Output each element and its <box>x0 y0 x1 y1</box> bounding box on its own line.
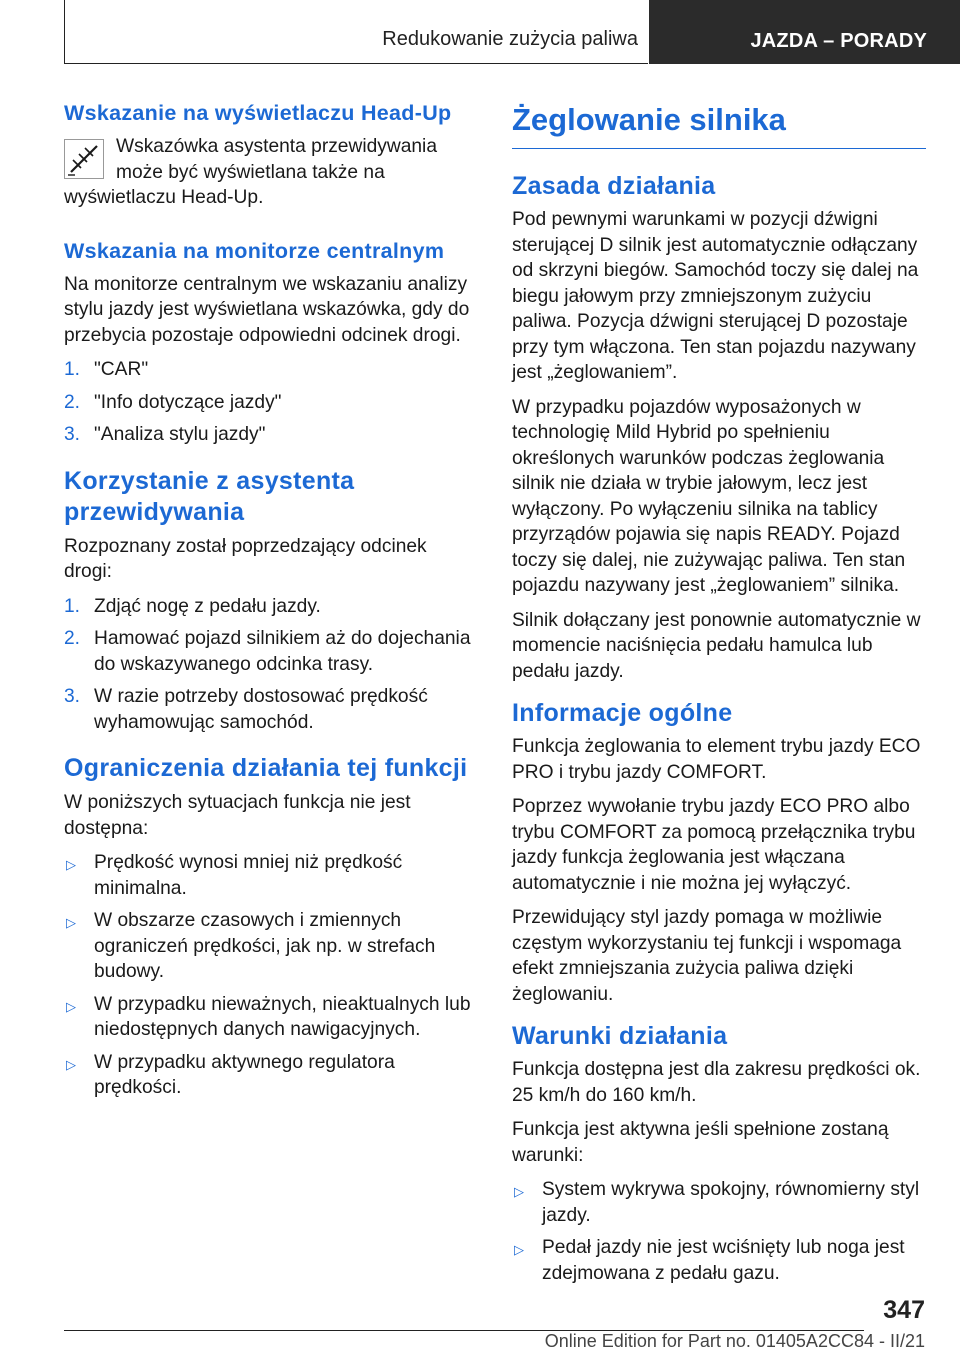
step-text: "Info dotyczące jazdy" <box>94 391 282 413</box>
heading-limits: Ograniczenia działania tej funkcji <box>64 754 468 782</box>
list-item <box>64 850 476 901</box>
step-number: 2. <box>64 628 81 649</box>
heading-general: Informacje ogólne <box>512 699 733 727</box>
triangle-bullet-icon: ▷ <box>514 1184 524 1199</box>
list-item <box>64 390 476 416</box>
using-steps <box>64 594 476 736</box>
list-item <box>64 908 476 985</box>
list-item-text: Prędkość wynosi mniej niż prędkość minimalna. <box>94 852 403 899</box>
heading-principle: Zasada działania <box>512 172 716 200</box>
list-item <box>64 422 476 448</box>
list-item <box>64 992 476 1043</box>
list-item-text: W przypadku nieważnych, nieaktualnych lub niedostępnych danych nawigacyjnych. <box>94 993 471 1040</box>
heading-headup: Wskazanie na wyświetlaczu Head-Up <box>64 101 452 125</box>
header-chapter-label: JAZDA – PORADY <box>750 30 927 52</box>
step-number: 2. <box>64 391 81 413</box>
triangle-bullet-icon: ▷ <box>514 1242 524 1257</box>
limits-text: W poniższych sytuacjach funkcja nie jest dostępna: <box>64 792 411 839</box>
conditions-paragraph-1: Funkcja dostępna jest dla zakresu prędkości ok. 25 km/h do 160 km/h. <box>512 1059 921 1106</box>
principle-paragraph-1: Pod pewnymi warunkami w pozycji dźwigni sterującej D silnik jest automatycznie odłączany od skrzyni biegów. Samochód toczy się dalej na biegu jałowym przy zmniejszonym zużyciu paliwa. Pozycja dźwigni sterującej D pozostaje przy tym włączona. Ten stan pojazdu nazywany jest „żeglowaniem”. <box>512 209 919 383</box>
headup-note-text: Wskazówka asystenta przewidywania może być wyświetlana także na wyświetlaczu Head-Up. <box>64 136 437 208</box>
left-column <box>64 100 476 1109</box>
step-number: 1. <box>64 359 81 380</box>
step-text: "CAR" <box>94 359 149 380</box>
list-item <box>64 684 476 735</box>
monitor-steps <box>64 357 476 448</box>
step-text: W razie potrzeby dostosować prędkość wyhamowując samochód. <box>94 686 428 733</box>
conditions-paragraph-2: Funkcja jest aktywna jeśli spełnione zostaną warunki: <box>512 1119 889 1166</box>
list-item <box>64 1050 476 1101</box>
footer-edition: Online Edition for Part no. 01405A2CC84 - II/21 <box>544 1331 925 1351</box>
list-item <box>64 357 476 383</box>
principle-paragraph-2: W przypadku pojazdów wyposażonych w technologię Mild Hybrid po spełnieniu określonych warunków podczas żeglowania silnik nie działa w trybie jałowym, lecz jest wyłączony. Po wyłączeniu silnika na tablicy przyrządów pojawia się napis READY. Pojazd toczy się dalej, nie zużywając paliwa. Ten stan pojazdu nazywany jest „żeglowaniem” silnika. <box>512 396 906 596</box>
heading-conditions: Warunki działania <box>512 1022 728 1050</box>
list-item <box>512 1235 926 1286</box>
header-left-rule <box>64 0 65 64</box>
list-item-text: System wykrywa spokojny, równomierny styl jazdy. <box>542 1179 920 1226</box>
triangle-bullet-icon: ▷ <box>66 915 76 930</box>
list-item-text: W przypadku aktywnego regulatora prędkości. <box>94 1051 395 1098</box>
info-note-icon <box>64 139 104 179</box>
monitor-text: Na monitorze centralnym we wskazaniu analizy stylu jazdy jest wyświetlana wskazówka, gdy do przebycia pozostaje odpowiedni odcinek drogi. <box>64 273 470 346</box>
general-paragraph-3: Przewidujący styl jazdy pomaga w możliwie częstym wykorzystaniu tej funkcji i wspomaga efekt zmniejszania zużycia paliwa dzięki żeglowaniu. <box>512 907 902 1005</box>
page-number: 347 <box>883 1296 925 1324</box>
conditions-list <box>512 1177 926 1286</box>
using-text: Rozpoznany został poprzedzający odcinek drogi: <box>64 535 427 582</box>
right-column <box>512 100 926 1294</box>
triangle-bullet-icon: ▷ <box>66 857 76 872</box>
step-text: Hamować pojazd silnikiem aż do dojechania do wskazywanego odcinka trasy. <box>94 628 471 675</box>
step-number: 1. <box>64 595 81 617</box>
triangle-bullet-icon: ▷ <box>66 998 76 1014</box>
header-section-title: Redukowanie zużycia paliwa <box>382 28 638 50</box>
heading-using-assistant: Korzystanie z asystenta przewidywania <box>64 466 355 526</box>
step-text: Zdjąć nogę z pedału jazdy. <box>94 595 321 617</box>
list-item <box>64 626 476 677</box>
list-item <box>512 1177 926 1228</box>
general-paragraph-1: Funkcja żeglowania to element trybu jazdy ECO PRO i trybu jazdy COMFORT. <box>512 736 921 783</box>
step-number: 3. <box>64 424 81 445</box>
heading-main: Żeglowanie silnika <box>512 100 926 149</box>
step-text: "Analiza stylu jazdy" <box>94 424 266 445</box>
header-bottom-rule <box>64 63 648 64</box>
headup-note <box>64 134 476 220</box>
principle-paragraph-3: Silnik dołączany jest ponownie automatycznie w momencie naciśnięcia pedału hamulca lub pedału jazdy. <box>512 609 921 682</box>
triangle-bullet-icon: ▷ <box>66 1056 76 1072</box>
limits-list <box>64 850 476 1101</box>
list-item-text: W obszarze czasowych i zmiennych ograniczeń prędkości, jak np. w strefach budowy. <box>94 910 436 982</box>
heading-monitor: Wskazania na monitorze centralnym <box>64 238 445 263</box>
list-item <box>64 594 476 620</box>
header-chapter-tab <box>649 0 960 64</box>
step-number: 3. <box>64 686 81 707</box>
list-item-text: Pedał jazdy nie jest wciśnięty lub noga jest zdejmowana z pedału gazu. <box>542 1237 905 1284</box>
general-paragraph-2: Poprzez wywołanie trybu jazdy ECO PRO albo trybu COMFORT za pomocą przełącznika trybu jazdy funkcja żeglowania jest włączana automatycznie i nie można jej wyłączyć. <box>512 796 916 894</box>
